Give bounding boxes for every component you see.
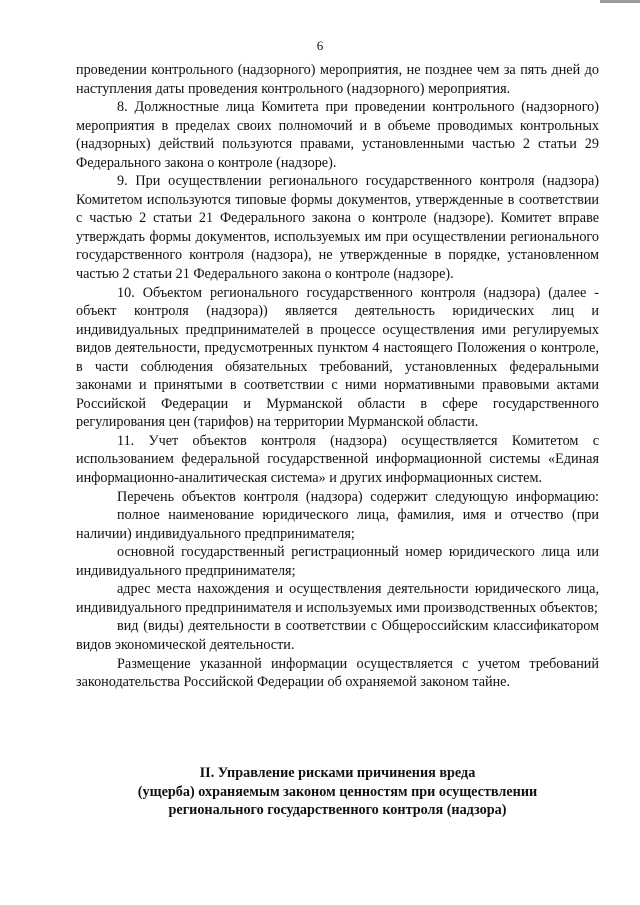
section-heading-line-2: (ущерба) охраняемым законом ценностям при осуществлении (137, 783, 538, 800)
list-item-ogrn: основной государственный регистрационный номер юридического лица или индивидуального предпринимателя; (76, 544, 599, 579)
list-item-activity: вид (виды) деятельности в соответствии с Общероссийским классификатором видов экономической деятельности. (76, 618, 599, 653)
list-item-address: адрес места нахождения и осуществления деятельности юридического лица, индивидуального предпринимателя и используемых ими производственных объектов; (76, 581, 599, 616)
paragraph-item-10: 10. Объектом регионального государственного контроля (надзора) (далее - объект контроля (надзора)) является деятельность юридических лиц и индивидуальных предпринимателей в процессе осуществления ими регулируемых видов деятельности, предусмотренных пунктом 4 настоящего Положения о контроле, в части соблюдения обязательных требований, установленных федеральными законами и принятыми в соответствии с ними нормативными правовыми актами Российской Федерации и Мурманской области в сфере государственного регулирования цен (тарифов) на территории Мурманской области. (76, 284, 599, 431)
paragraph-list-intro: Перечень объектов контроля (надзора) содержит следующую информацию: (117, 488, 599, 505)
paragraph-item-9: 9. При осуществлении регионального государственного контроля (надзора) Комитетом используются типовые формы документов, утвержденные в соответствии с частью 2 статьи 21 Федерального закона о контроле (надзоре). Комитет вправе утверждать формы документов, используемых им при осуществлении регионального государственного контроля (надзора), не утвержденные в порядке, установленном частью 2 статьи 21 Федерального закона о контроле (надзоре). (76, 173, 599, 283)
paragraph-confidentiality: Размещение указанной информации осуществляется с учетом требований законодательства Российской Федерации об охраняемой законом тайне. (76, 655, 599, 691)
paragraph-continuation: проведении контрольного (надзорного) мероприятия, не позднее чем за пять дней до наступления даты проведения контрольного (надзорного) мероприятия. (76, 62, 599, 97)
scan-edge-mark (600, 0, 640, 3)
page-number: 6 (316, 38, 324, 53)
section-heading-line-1: II. Управление рисками причинения вреда (199, 765, 476, 781)
section-heading (76, 764, 599, 820)
document-body (76, 61, 599, 692)
section-heading-line-3: регионального государственного контроля (надзора) (168, 802, 507, 818)
paragraph-item-11: 11. Учет объектов контроля (надзора) осуществляется Комитетом с использованием федеральной государственной информационной системы «Единая информационно-аналитическая система» и других информационных систем. (76, 432, 599, 487)
list-item-name: полное наименование юридического лица, фамилия, имя и отчество (при наличии) индивидуального предпринимателя; (76, 507, 599, 542)
paragraph-item-8: 8. Должностные лица Комитета при проведении контрольного (надзорного) мероприятия в пределах своих полномочий и в объеме проводимых контрольных (надзорных) действий пользуются правами, установленными частью 2 статьи 29 Федерального закона о контроле (надзоре). (76, 99, 599, 171)
